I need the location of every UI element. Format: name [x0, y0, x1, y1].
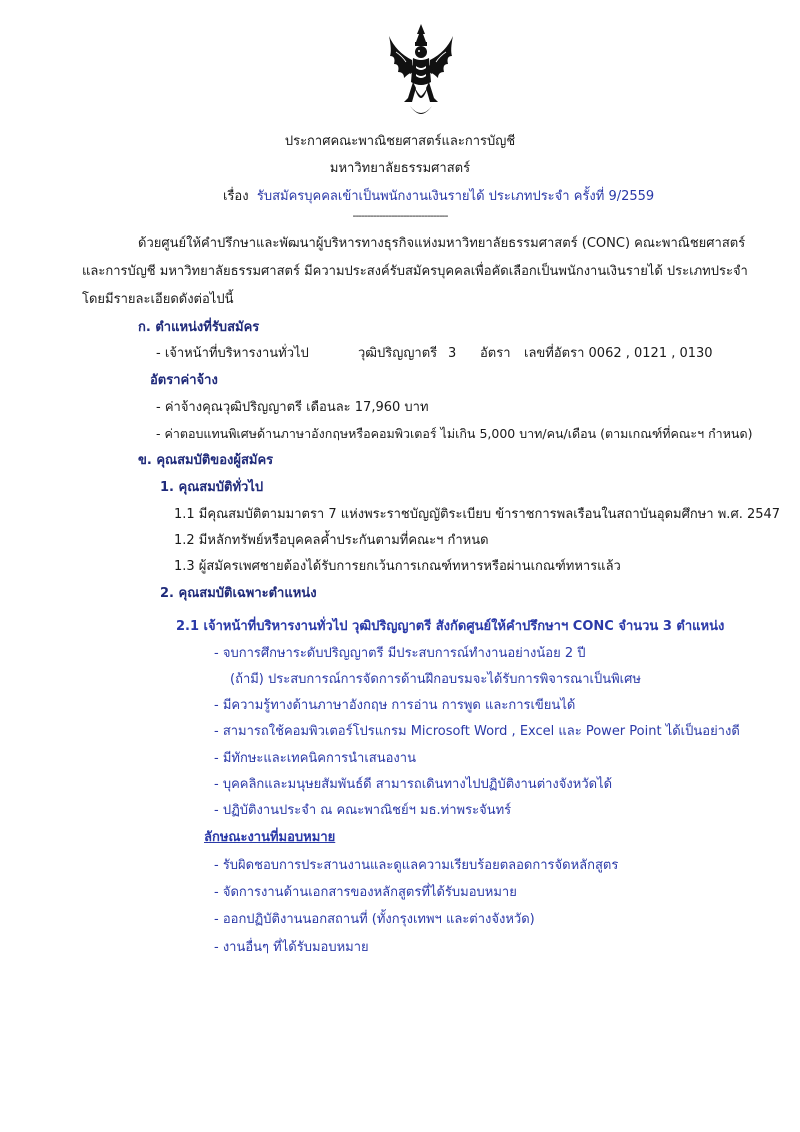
university-name: มหาวิทยาลัยธรรมศาสตร์ — [329, 161, 471, 176]
section-b-heading: ข. คุณสมบัติของผู้สมัคร — [138, 453, 274, 468]
subject-text: รับสมัครบุคคลเข้าเป็นพนักงานเงินรายได้ ประเภทประจำ ครั้งที่ 9/2559 — [256, 189, 655, 204]
qualification-item: (ถ้ามี) ประสบการณ์การจัดการด้านฝึกอบรมจะได้รับการพิจารณาเป็นพิเศษ — [230, 672, 641, 687]
qualification-item: - ปฏิบัติงานประจำ ณ คณะพาณิชย์ฯ มธ.ท่าพระจันทร์ — [214, 803, 512, 818]
qualification-item: - มีความรู้ทางด้านภาษาอังกฤษ การอ่าน การพูด และการเขียนได้ — [214, 698, 576, 713]
specific-qualifications-heading: 2. คุณสมบัติเฉพาะตำแหน่ง — [160, 586, 317, 601]
general-item: 1.1 มีคุณสมบัติตามมาตรา 7 แห่งพระราชบัญญัติระเบียบ ข้าราชการพลเรือนในสถาบันอุดมศึกษา พ.ศ. 2547 — [174, 507, 781, 522]
duty-item: - รับผิดชอบการประสานงานและดูแลความเรียบร้อยตลอดการจัดหลักสูตร — [214, 858, 619, 873]
intro-line-1: ด้วยศูนย์ให้คำปรึกษาและพัฒนาผู้บริหารทางธุรกิจแห่งมหาวิทยาลัยธรรมศาสตร์ (CONC) คณะพาณิชยศาสตร์ — [138, 236, 746, 251]
divider: -------------------------------- — [352, 209, 448, 222]
rate-label: อัตรา — [480, 346, 511, 361]
wage-heading: อัตราค่าจ้าง — [150, 373, 218, 388]
wage-item: - ค่าตอบแทนพิเศษด้านภาษาอังกฤษหรือคอมพิวเตอร์ ไม่เกิน 5,000 บาท/คน/เดือน (ตามเกณฑ์ที่คณะฯ กำหนด) — [156, 426, 753, 441]
position-detail-heading: 2.1 เจ้าหน้าที่บริหารงานทั่วไป วุฒิปริญญาตรี สังกัดศูนย์ให้คำปรึกษาฯ CONC จำนวน 3 ตำแหน่ง — [176, 619, 725, 634]
position-degree: วุฒิปริญญาตรี — [358, 346, 438, 361]
intro-line-3: โดยมีรายละเอียดดังต่อไปนี้ — [82, 292, 234, 307]
subject-line — [223, 189, 654, 205]
intro-line-2: และการบัญชี มหาวิทยาลัยธรรมศาสตร์ มีความประสงค์รับสมัครบุคคลเพื่อคัดเลือกเป็นพนักงานเงินรายได้ ประเภทประจำ — [82, 264, 748, 279]
qualification-item: - สามารถใช้คอมพิวเตอร์โปรแกรม Microsoft Word , Excel และ Power Point ได้เป็นอย่างดี — [214, 724, 740, 739]
qualification-item: - จบการศึกษาระดับปริญญาตรี มีประสบการณ์ทำงานอย่างน้อย 2 ปี — [214, 646, 586, 661]
duty-item: - จัดการงานด้านเอกสารของหลักสูตรที่ได้รับมอบหมาย — [214, 885, 517, 900]
general-qualifications-heading: 1. คุณสมบัติทั่วไป — [160, 480, 264, 495]
qualification-item: - มีทักษะและเทคนิคการนำเสนองาน — [214, 751, 416, 766]
duty-item: - งานอื่นๆ ที่ได้รับมอบหมาย — [214, 940, 369, 955]
duties-heading: ลักษณะงานที่มอบหมาย — [204, 830, 336, 845]
garuda-emblem-icon — [386, 22, 456, 122]
qualification-item: - บุคคลิกและมนุษยสัมพันธ์ดี สามารถเดินทางไปปฏิบัติงานต่างจังหวัดได้ — [214, 777, 613, 792]
position-count: 3 — [448, 346, 457, 361]
subject-label: เรื่อง — [223, 189, 249, 204]
wage-item: - ค่าจ้างคุณวุฒิปริญญาตรี เดือนละ 17,960 บาท — [156, 400, 429, 415]
rate-numbers: เลขที่อัตรา 0062 , 0121 , 0130 — [524, 346, 713, 361]
position-name: - เจ้าหน้าที่บริหารงานทั่วไป — [156, 346, 309, 361]
general-item: 1.3 ผู้สมัครเพศชายต้องได้รับการยกเว้นการเกณฑ์ทหารหรือผ่านเกณฑ์ทหารแล้ว — [174, 559, 621, 574]
duty-item: - ออกปฏิบัติงานนอกสถานที่ (ทั้งกรุงเทพฯ และต่างจังหวัด) — [214, 912, 535, 927]
section-a-heading: ก. ตำแหน่งที่รับสมัคร — [138, 320, 260, 335]
announcement-title: ประกาศคณะพาณิชยศาสตร์และการบัญชี — [284, 134, 516, 149]
general-item: 1.2 มีหลักทรัพย์หรือบุคคลค้ำประกันตามที่คณะฯ กำหนด — [174, 533, 489, 548]
